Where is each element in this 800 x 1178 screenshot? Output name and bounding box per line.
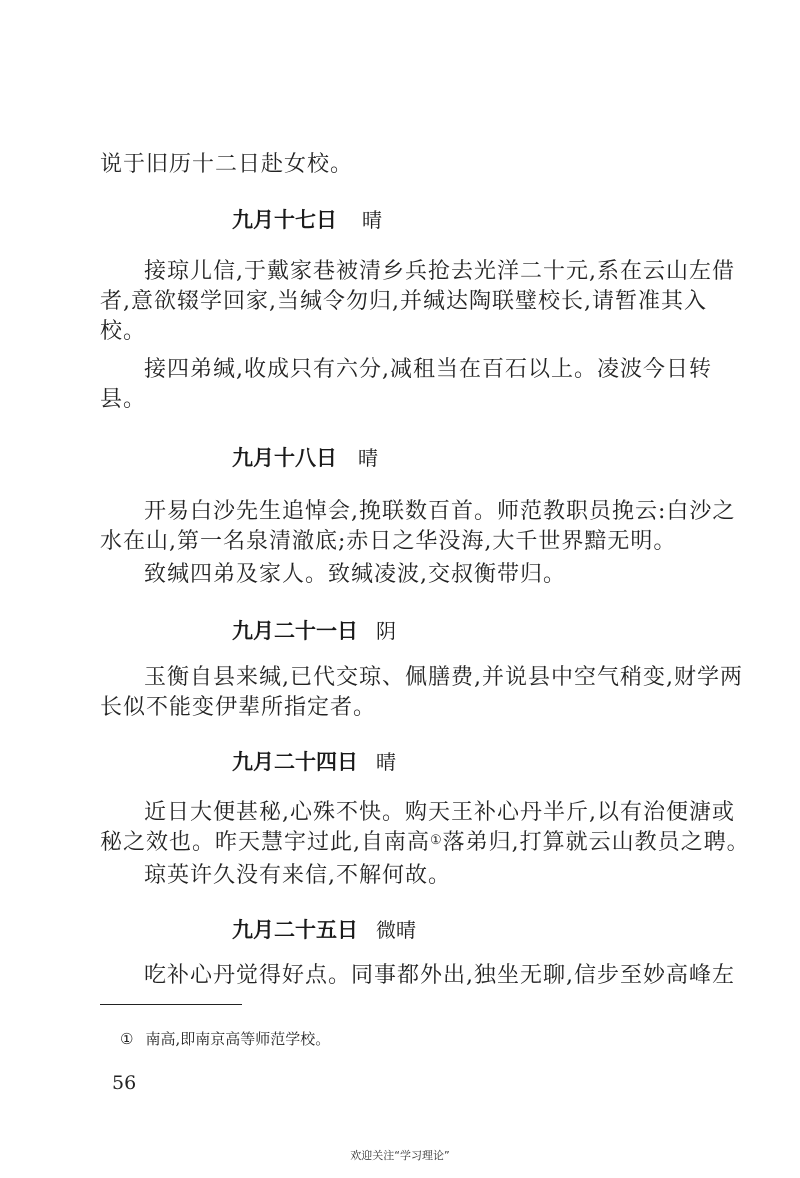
body-line: 琼英许久没有来信,不解何故。 [144,863,451,888]
entry-weather: 晴 [376,750,396,774]
body-line: 者,意欲辍学回家,当缄令勿归,并缄达陶联璧校长,请暂准其入 [100,289,707,314]
footnote-text: 南高,即南京高等师范学校。 [145,1030,331,1048]
footnote-divider [100,1004,242,1005]
body-line: 接四弟缄,收成只有六分,减租当在百石以上。凌波今日转 [144,357,712,382]
body-line: 县。 [100,387,147,412]
body-line: 玉衡自县来缄,已代交琼、佩膳费,并说县中空气稍变,财学两 [144,665,743,690]
body-line: 校。 [100,319,147,344]
body-line: 接琼儿信,于戴家巷被清乡兵抢去光洋二十元,系在云山左借 [144,259,735,284]
entry-date: 九月十八日 [232,446,337,470]
body-line: 长似不能变伊辈所指定者。 [100,695,377,720]
entry-date: 九月二十四日 [232,750,358,774]
entry-weather: 阴 [376,619,396,643]
watermark: 欢迎关注“学习理论” [350,1149,450,1162]
body-text: 秘之效也。昨天慧宇过此,自南高 [100,830,430,855]
body-line: 吃补心丹觉得好点。同事都外出,独坐无聊,信步至妙高峰左 [144,963,735,988]
body-line: 水在山,第一名泉清澈底;赤日之华没海,大千世界黯无明。 [100,529,677,554]
body-line [100,828,750,858]
footnote [120,1028,330,1050]
entry-weather: 微晴 [376,918,416,942]
entry-date: 九月十七日 [232,208,337,232]
entry-weather: 晴 [362,208,382,232]
entry-date: 九月二十五日 [232,918,358,942]
entry-date: 九月二十一日 [232,619,358,643]
page-number: 56 [112,1072,137,1094]
body-line: 近日大便甚秘,心殊不快。购天王补心丹半斤,以有治便溏或 [144,800,735,825]
body-line: 致缄四弟及家人。致缄凌波,交叔衡带归。 [144,562,566,587]
footnote-mark: ① [120,1030,134,1048]
body-line: 说于旧历十二日赴女校。 [100,152,354,177]
body-line: 开易白沙先生追悼会,挽联数百首。师范教职员挽云:白沙之 [144,499,736,524]
entry-weather: 晴 [358,446,378,470]
body-text: 落弟归,打算就云山教员之聘。 [442,830,750,855]
footnote-ref: ① [430,833,443,848]
